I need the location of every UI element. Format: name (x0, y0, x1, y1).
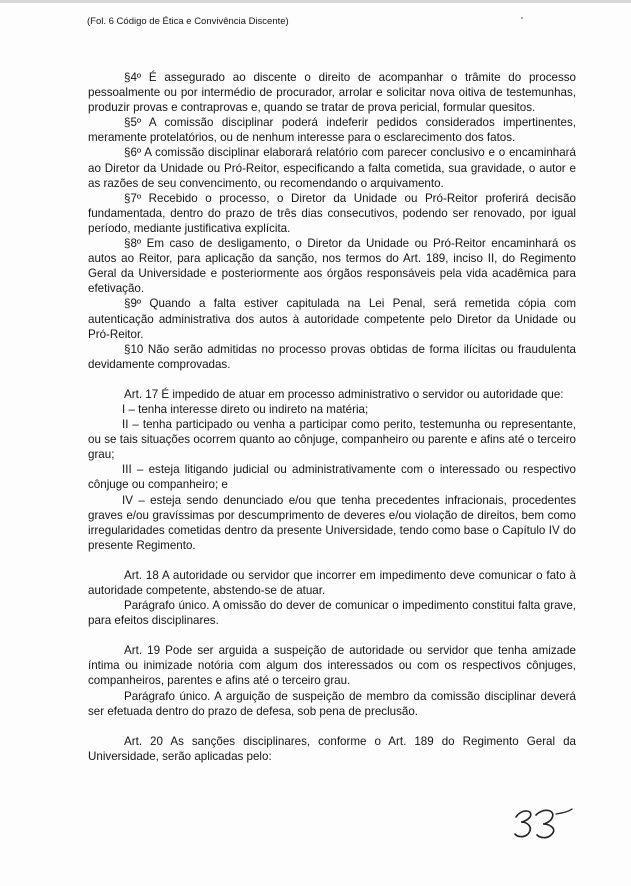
paragraph-art19: Art. 19 Pode ser arguida a suspeição de autoridade ou servidor que tenha amizade íntima ou inimizade notória com algum dos interessados ou com os respectivos cônjuges, companheiros, parentes e afins até o terceiro grau. (88, 644, 576, 688)
handwritten-initials (512, 802, 574, 840)
paragraph-p8: §8º Em caso de desligamento, o Diretor da Unidade ou Pró-Reitor encaminhará os autos ao Reitor, para aplicação da sanção, nos termos do Art. 189, inciso II, do Regimento Geral da Universidade e posteriormente aos órgãos responsáveis pela vida acadêmica para efetivação. (88, 237, 576, 296)
scan-speck (521, 17, 523, 19)
paragraph-p9: §9º Quando a falta estiver capitulada na Lei Penal, será remetida cópia com autenticação administrativa dos autos à autoridade competente pelo Diretor da Unidade ou Pró-Reitor. (88, 297, 576, 341)
paragraph-art19-pu: Parágrafo único. A arguição de suspeição de membro da comissão disciplinar deverá ser efetuada dentro do prazo de defesa, sob pena de preclusão. (88, 689, 576, 718)
paragraph-p10: §10 Não serão admitidas no processo provas obtidas de forma ilícitas ou fraudulenta devidamente comprovadas. (88, 342, 576, 371)
document-body (88, 70, 576, 764)
page-header: (Fol. 6 Código de Ética e Convivência Discente) (87, 16, 289, 27)
paragraph-art18: Art. 18 A autoridade ou servidor que incorrer em impedimento deve comunicar o fato à autoridade competente, abstendo-se de atuar. (88, 568, 576, 597)
paragraph-p6: §6º A comissão disciplinar elaborará relatório com parecer conclusivo e o encaminhará ao Diretor da Unidade ou Pró-Reitor, especificando a falta cometida, sua gravidade, o autor e as razões de seu convencimento, ou recomendando o arquivamento. (88, 146, 576, 190)
paragraph-art20: Art. 20 As sanções disciplinares, conforme o Art. 189 do Regimento Geral da Universidade, serão aplicadas pelo: (88, 734, 576, 763)
paragraph-art17-i: I – tenha interesse direto ou indireto na matéria; (122, 402, 369, 416)
page-top-edge (0, 0, 631, 3)
paragraph-art17-iv: IV – esteja sendo denunciado e/ou que tenha precedentes infracionais, procedentes graves e/ou gravíssimas por descumprimento de deveres e/ou violação de direitos, bem como irregularidades cometidas dentro da presente Universidade, tendo como base o Capítulo IV do presente Regimento. (88, 493, 576, 552)
paragraph-p5: §5º A comissão disciplinar poderá indeferir pedidos considerados impertinentes, meramente protelatórios, ou de nenhum interesse para o esclarecimento dos fatos. (88, 116, 576, 145)
paragraph-art17: Art. 17 É impedido de atuar em processo administrativo o servidor ou autoridade que: (124, 387, 564, 401)
paragraph-p7: §7º Recebido o processo, o Diretor da Unidade ou Pró-Reitor proferirá decisão fundamentada, dentro do prazo de três dias consecutivos, podendo ser renovado, por igual período, mediante justificativa explícita. (88, 191, 576, 235)
paragraph-art18-pu: Parágrafo único. A omissão do dever de comunicar o impedimento constitui falta grave, para efeitos disciplinares. (88, 599, 576, 628)
paragraph-art17-iii: III – esteja litigando judicial ou administrativamente com o interessado ou respectivo cônjuge ou companheiro; e (88, 463, 576, 492)
paragraph-art17-ii: II – tenha participado ou venha a participar como perito, testemunha ou representante, ou se tais situações ocorrem quanto ao cônjuge, companheiro ou parente e afins até o terceiro grau; (88, 418, 576, 462)
paragraph-p4: §4º É assegurado ao discente o direito de acompanhar o trâmite do processo pessoalmente ou por intermédio de procurador, arrolar e solicitar nova oitiva de testemunhas, produzir provas e contraprovas e, quando se tratar de prova pericial, formular quesitos. (88, 71, 576, 115)
